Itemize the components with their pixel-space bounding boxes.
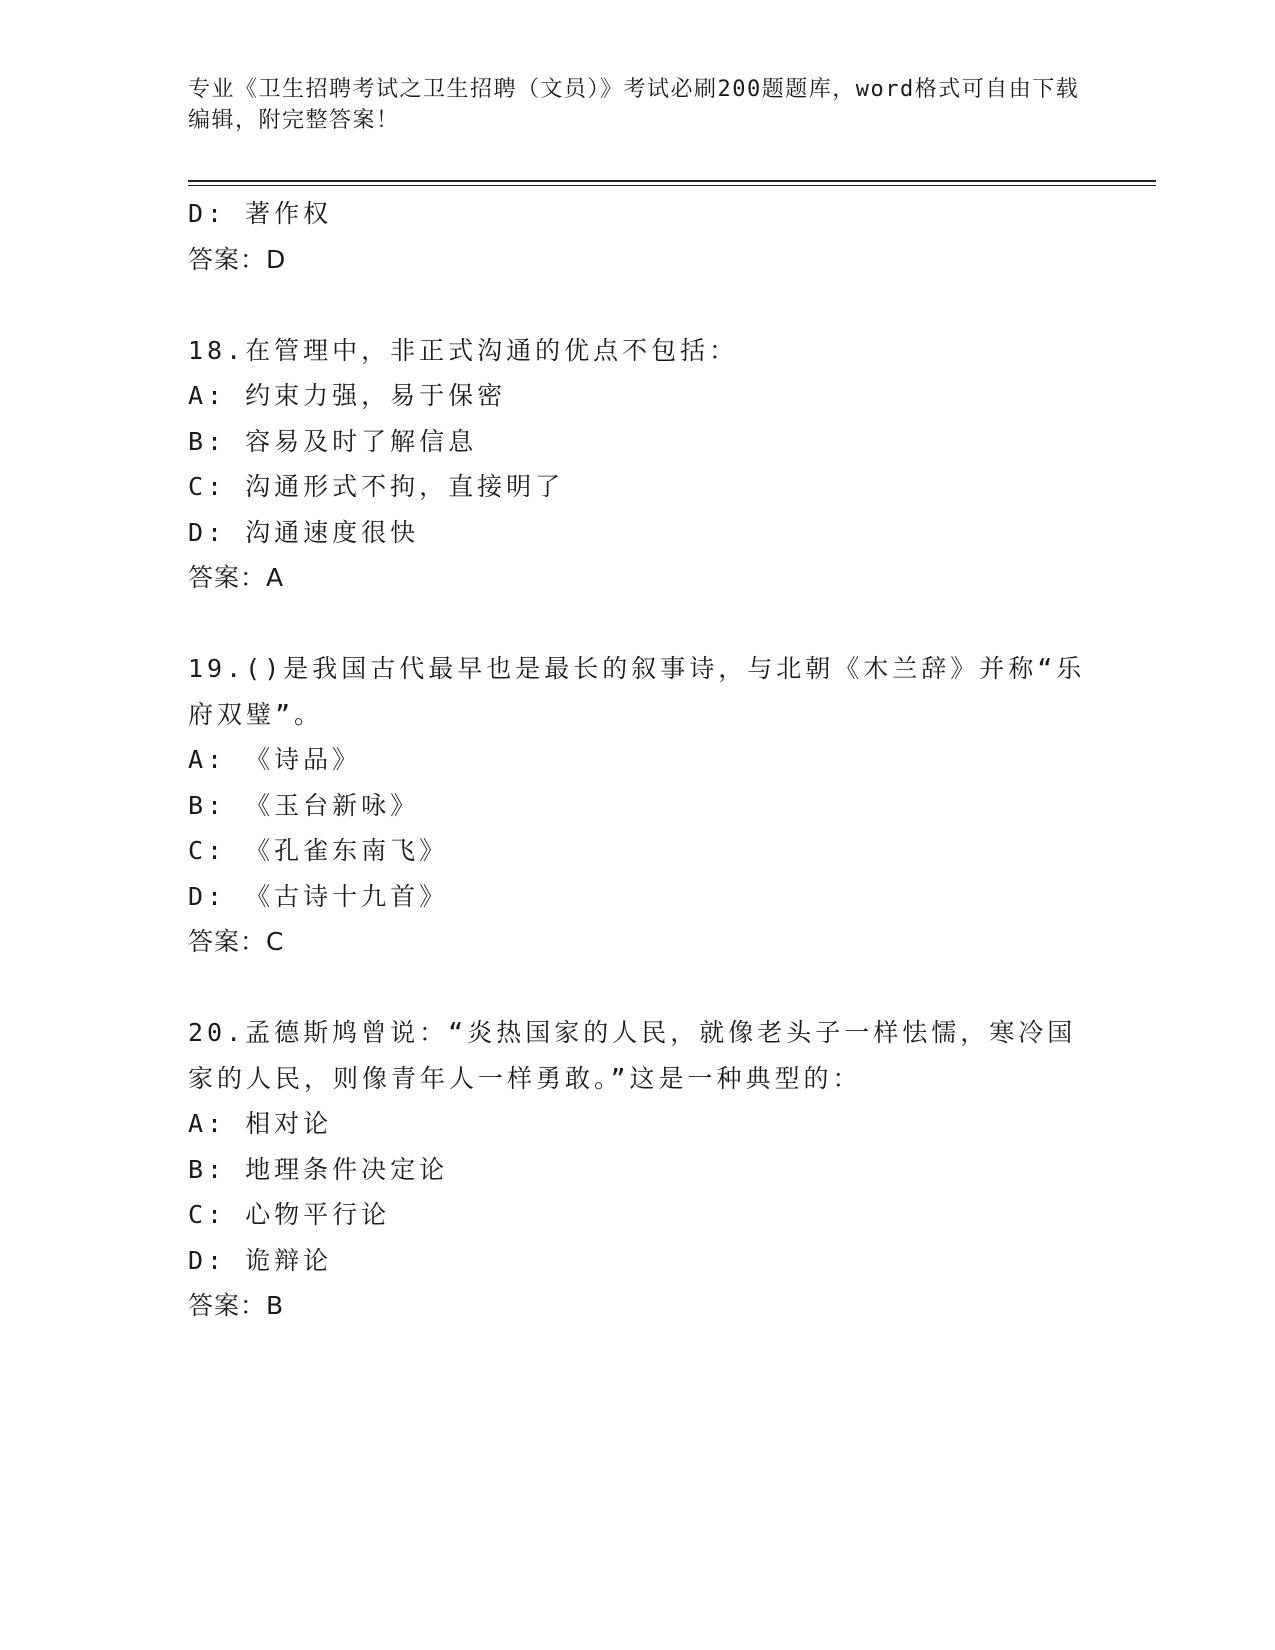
option-b: B: 容易及时了解信息 [188, 426, 478, 456]
option-d: D: 著作权 [188, 199, 333, 228]
answer-line: 答案：A [188, 563, 285, 592]
question-19 [188, 646, 1088, 965]
option-a: A: 相对论 [188, 1109, 333, 1138]
option-d: D: 诡辩论 [188, 1245, 333, 1275]
answer-line: 答案：D [188, 244, 287, 274]
option-d: D: 沟通速度很快 [188, 517, 420, 547]
question-stem: 19.()是我国古代最早也是最长的叙事诗，与北朝《木兰辞》并称“乐府双璧”。 [188, 654, 1086, 729]
header-divider-thick [188, 180, 1156, 182]
page-header: 专业《卫生招聘考试之卫生招聘（文员）》考试必刷200题题库，word格式可自由下载编辑，附完整答案！ [188, 77, 1080, 133]
question-20 [188, 1010, 1088, 1329]
option-d: D: 《古诗十九首》 [188, 881, 449, 911]
option-a: A: 约束力强，易于保密 [188, 381, 507, 410]
option-c: C: 沟通形式不拘，直接明了 [188, 472, 565, 501]
spacer [188, 965, 1088, 1011]
question-18 [188, 328, 1088, 601]
answer-line: 答案：B [188, 1291, 285, 1320]
option-c: C: 心物平行论 [188, 1200, 391, 1229]
header-divider-thin [188, 185, 1156, 186]
prev-question-tail [188, 191, 1088, 282]
answer-line: 答案：C [188, 927, 285, 956]
spacer [188, 601, 1088, 647]
option-b: B: 《玉台新咏》 [188, 790, 420, 820]
option-b: B: 地理条件决定论 [188, 1154, 449, 1184]
question-stem: 20.孟德斯鸠曾说：“炎热国家的人民，就像老头子一样怯懦，寒冷国家的人民，则像青年人一样勇敢。”这是一种典型的： [188, 1018, 1077, 1093]
question-stem: 18.在管理中，非正式沟通的优点不包括： [188, 335, 739, 365]
option-a: A: 《诗品》 [188, 745, 362, 774]
question-list [188, 191, 1088, 1329]
option-c: C: 《孔雀东南飞》 [188, 836, 449, 865]
spacer [188, 282, 1088, 328]
